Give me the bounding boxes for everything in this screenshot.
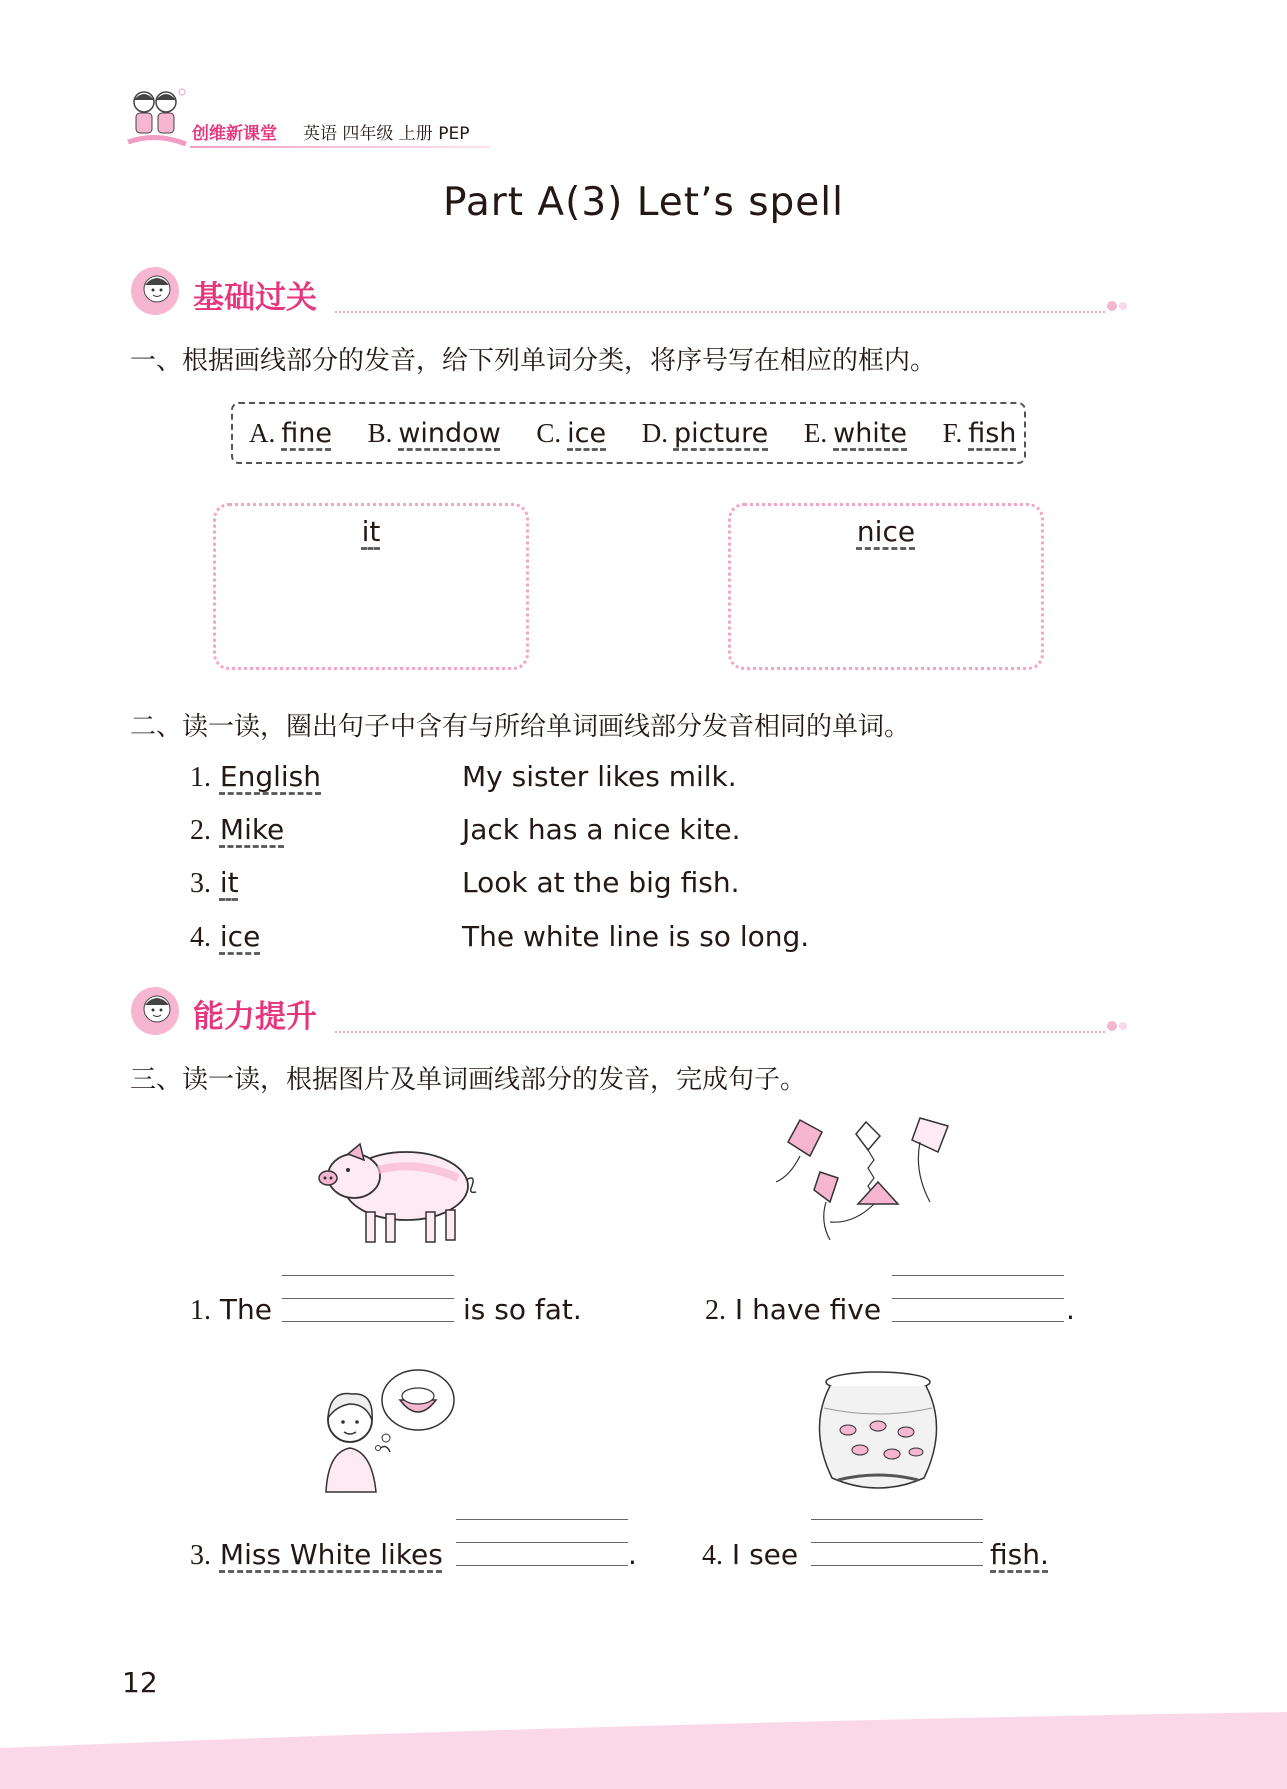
q3-item-1-after: is so fat.	[463, 1293, 582, 1326]
q2-item-sentence[interactable]: My sister likes milk.	[462, 760, 737, 793]
woman-thinking-rice-illustration-icon	[308, 1366, 458, 1496]
q3-item-4-blank[interactable]	[811, 1519, 983, 1579]
q3-instruction: 三、读一读，根据图片及单词画线部分的发音，完成句子。	[130, 1065, 807, 1095]
q3-item-2-before: 2. I have five	[705, 1293, 882, 1326]
q2-item-word: 4. ice	[190, 920, 261, 953]
choice-d: D. picture	[641, 418, 769, 449]
page-title: Part A(3) Let’s spell	[443, 180, 844, 225]
q2-item-sentence[interactable]: Jack has a nice kite.	[462, 813, 741, 846]
q3-item-3-before: 3. Miss White likes	[190, 1538, 443, 1571]
pig-illustration-icon	[308, 1130, 480, 1250]
brand-kids-logo-icon	[124, 86, 188, 156]
choice-c: C. ice	[536, 418, 607, 449]
kites-illustration-icon	[770, 1112, 970, 1252]
q3-item-2-blank[interactable]	[892, 1275, 1064, 1335]
choice-b: B. window	[367, 418, 501, 449]
choice-e: E. white	[803, 418, 908, 449]
dots-decoration-icon	[1106, 300, 1130, 312]
q2-item-word: 3. it	[190, 866, 239, 899]
header-subject: 英语 四年级 上册 PEP	[303, 124, 470, 144]
choice-word: ice	[567, 418, 607, 449]
section-divider	[335, 1031, 1105, 1033]
brand-name: 创维新课堂	[192, 124, 277, 144]
q1-instruction: 一、根据画线部分的发音，给下列单词分类，将序号写在相应的框内。	[130, 346, 937, 376]
fishbowl-illustration-icon	[808, 1368, 948, 1498]
choice-a: A. fine	[249, 418, 332, 449]
choice-word: window	[398, 418, 501, 449]
footer-band	[0, 1712, 1287, 1789]
teacher-avatar-icon	[129, 265, 181, 317]
choice-f: F. fish	[942, 418, 1017, 449]
dots-decoration-icon	[1106, 1020, 1130, 1032]
q2-item-word: 2. Mike	[190, 813, 285, 846]
page-number: 12	[122, 1666, 158, 1699]
sort-box-nice-label: nice	[856, 515, 916, 548]
q2-item-sentence[interactable]: The white line is so long.	[462, 920, 810, 953]
choice-word: picture	[673, 418, 769, 449]
section-divider	[335, 311, 1105, 313]
sort-box-it-label: it	[361, 515, 381, 548]
section-advanced-title: 能力提升	[193, 999, 317, 1035]
q2-instruction: 二、读一读，圈出句子中含有与所给单词画线部分发音相同的单词。	[130, 712, 911, 742]
q3-item-3-blank[interactable]	[456, 1519, 628, 1579]
teacher-avatar-icon	[129, 985, 181, 1037]
q3-item-3-after: .	[628, 1538, 637, 1571]
choice-word: fine	[281, 418, 332, 449]
q3-item-1-before: 1. The	[190, 1293, 272, 1326]
header-divider	[190, 146, 490, 148]
choice-word: fish	[968, 418, 1017, 449]
q3-item-4-before: 4. I see	[702, 1538, 799, 1571]
q3-item-1-blank[interactable]	[282, 1275, 454, 1335]
word-choice-list	[249, 418, 1016, 449]
section-basic-title: 基础过关	[193, 280, 317, 316]
choice-word: white	[833, 418, 908, 449]
q2-item-sentence[interactable]: Look at the big fish.	[462, 866, 740, 899]
q3-item-4-after: fish.	[990, 1538, 1049, 1571]
q2-item-word: 1. English	[190, 760, 322, 793]
q3-item-2-after: .	[1066, 1293, 1075, 1326]
